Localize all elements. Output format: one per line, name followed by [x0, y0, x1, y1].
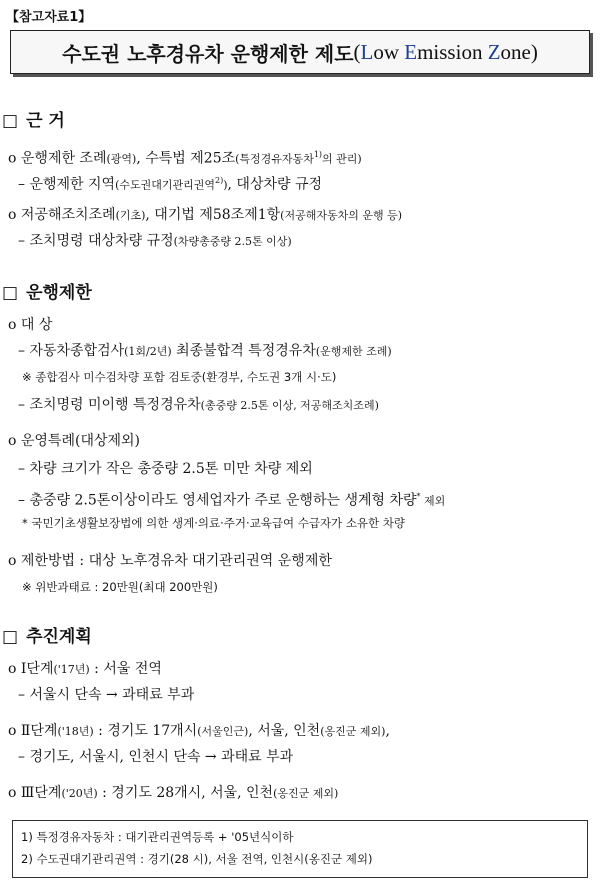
title-english: (Low Emission Zone) — [353, 39, 538, 64]
list-item: – 서울시 단속 → 과태료 부과 — [18, 687, 195, 703]
footnote-box — [12, 820, 588, 878]
list-item: o Ⅱ단계('18년) : 경기도 17개시(서울인근), 서울, 인천(옹진군 제외), — [8, 723, 390, 739]
list-item: o Ⅰ단계('17년) : 서울 전역 — [8, 661, 162, 677]
list-item: – 운행제한 지역(수도권대기관리권역$^{2)}$), 대상차량 규정 — [18, 176, 323, 193]
document-title — [10, 30, 590, 74]
section-heading-restriction: □ 운행제한 — [2, 283, 92, 303]
checkbox-square-icon: □ — [2, 627, 19, 647]
note-item: ※ 종합검사 미수검차량 포함 검토중(환경부, 수도권 3개 시·도) — [22, 370, 337, 384]
checkbox-square-icon: □ — [2, 283, 19, 303]
note-item: ※ 위반과태료 : 20만원(최대 200만원) — [22, 580, 218, 594]
list-item: o 저공해조치조례(기초), 대기법 제58조제1항(저공해자동차의 운행 등) — [8, 207, 402, 223]
section-heading-basis: □ 근 거 — [2, 111, 65, 131]
list-item: – 자동차종합검사(1회/2년) 최종불합격 특정경유차(운행제한 조례) — [18, 343, 392, 359]
list-item: o 운영특례(대상제외) — [8, 433, 141, 449]
checkbox-square-icon: □ — [2, 111, 19, 131]
title-korean: 수도권 노후경유차 운행제한 제도 — [62, 41, 354, 66]
list-item: – 경기도, 서울시, 인천시 단속 → 과태료 부과 — [18, 749, 294, 765]
list-item: o 제한방법 : 대상 노후경유차 대기관리권역 운행제한 — [8, 553, 332, 569]
list-item: – 조치명령 대상차량 규정(차량총중량 2.5톤 이상) — [18, 233, 292, 249]
footnote-2: 2) 수도권대기관리권역 : 경기(28 시), 서울 전역, 인천시(옹진군 제외) — [21, 852, 373, 866]
list-item: – 총중량 2.5톤이상이라도 영세업자가 주로 운행하는 생계형 차량* 제외 — [18, 492, 446, 509]
list-item: o 대 상 — [8, 317, 53, 333]
list-item: o 운행제한 조례(광역), 수특법 제25조(특정경유자동차$^{1)}$의 관리) — [8, 150, 362, 167]
section-heading-plan: □ 추진계획 — [2, 627, 92, 647]
reference-label: 【참고자료1】 — [6, 10, 92, 25]
list-item: – 조치명령 미이행 특정경유차(총중량 2.5톤 이상, 저공해조치조례) — [18, 397, 379, 413]
list-item: o Ⅲ단계('20년) : 경기도 28개시, 서울, 인천(옹진군 제외) — [8, 785, 339, 801]
footnote-1: 1) 특정경유자동차 : 대기관리권역등록 + '05년식이하 — [21, 830, 294, 844]
note-item: * 국민기초생활보장법에 의한 생계·의료·주거·교육급여 수급자가 소유한 차량 — [22, 516, 406, 530]
list-item: – 차량 크기가 작은 총중량 2.5톤 미만 차량 제외 — [18, 461, 313, 477]
